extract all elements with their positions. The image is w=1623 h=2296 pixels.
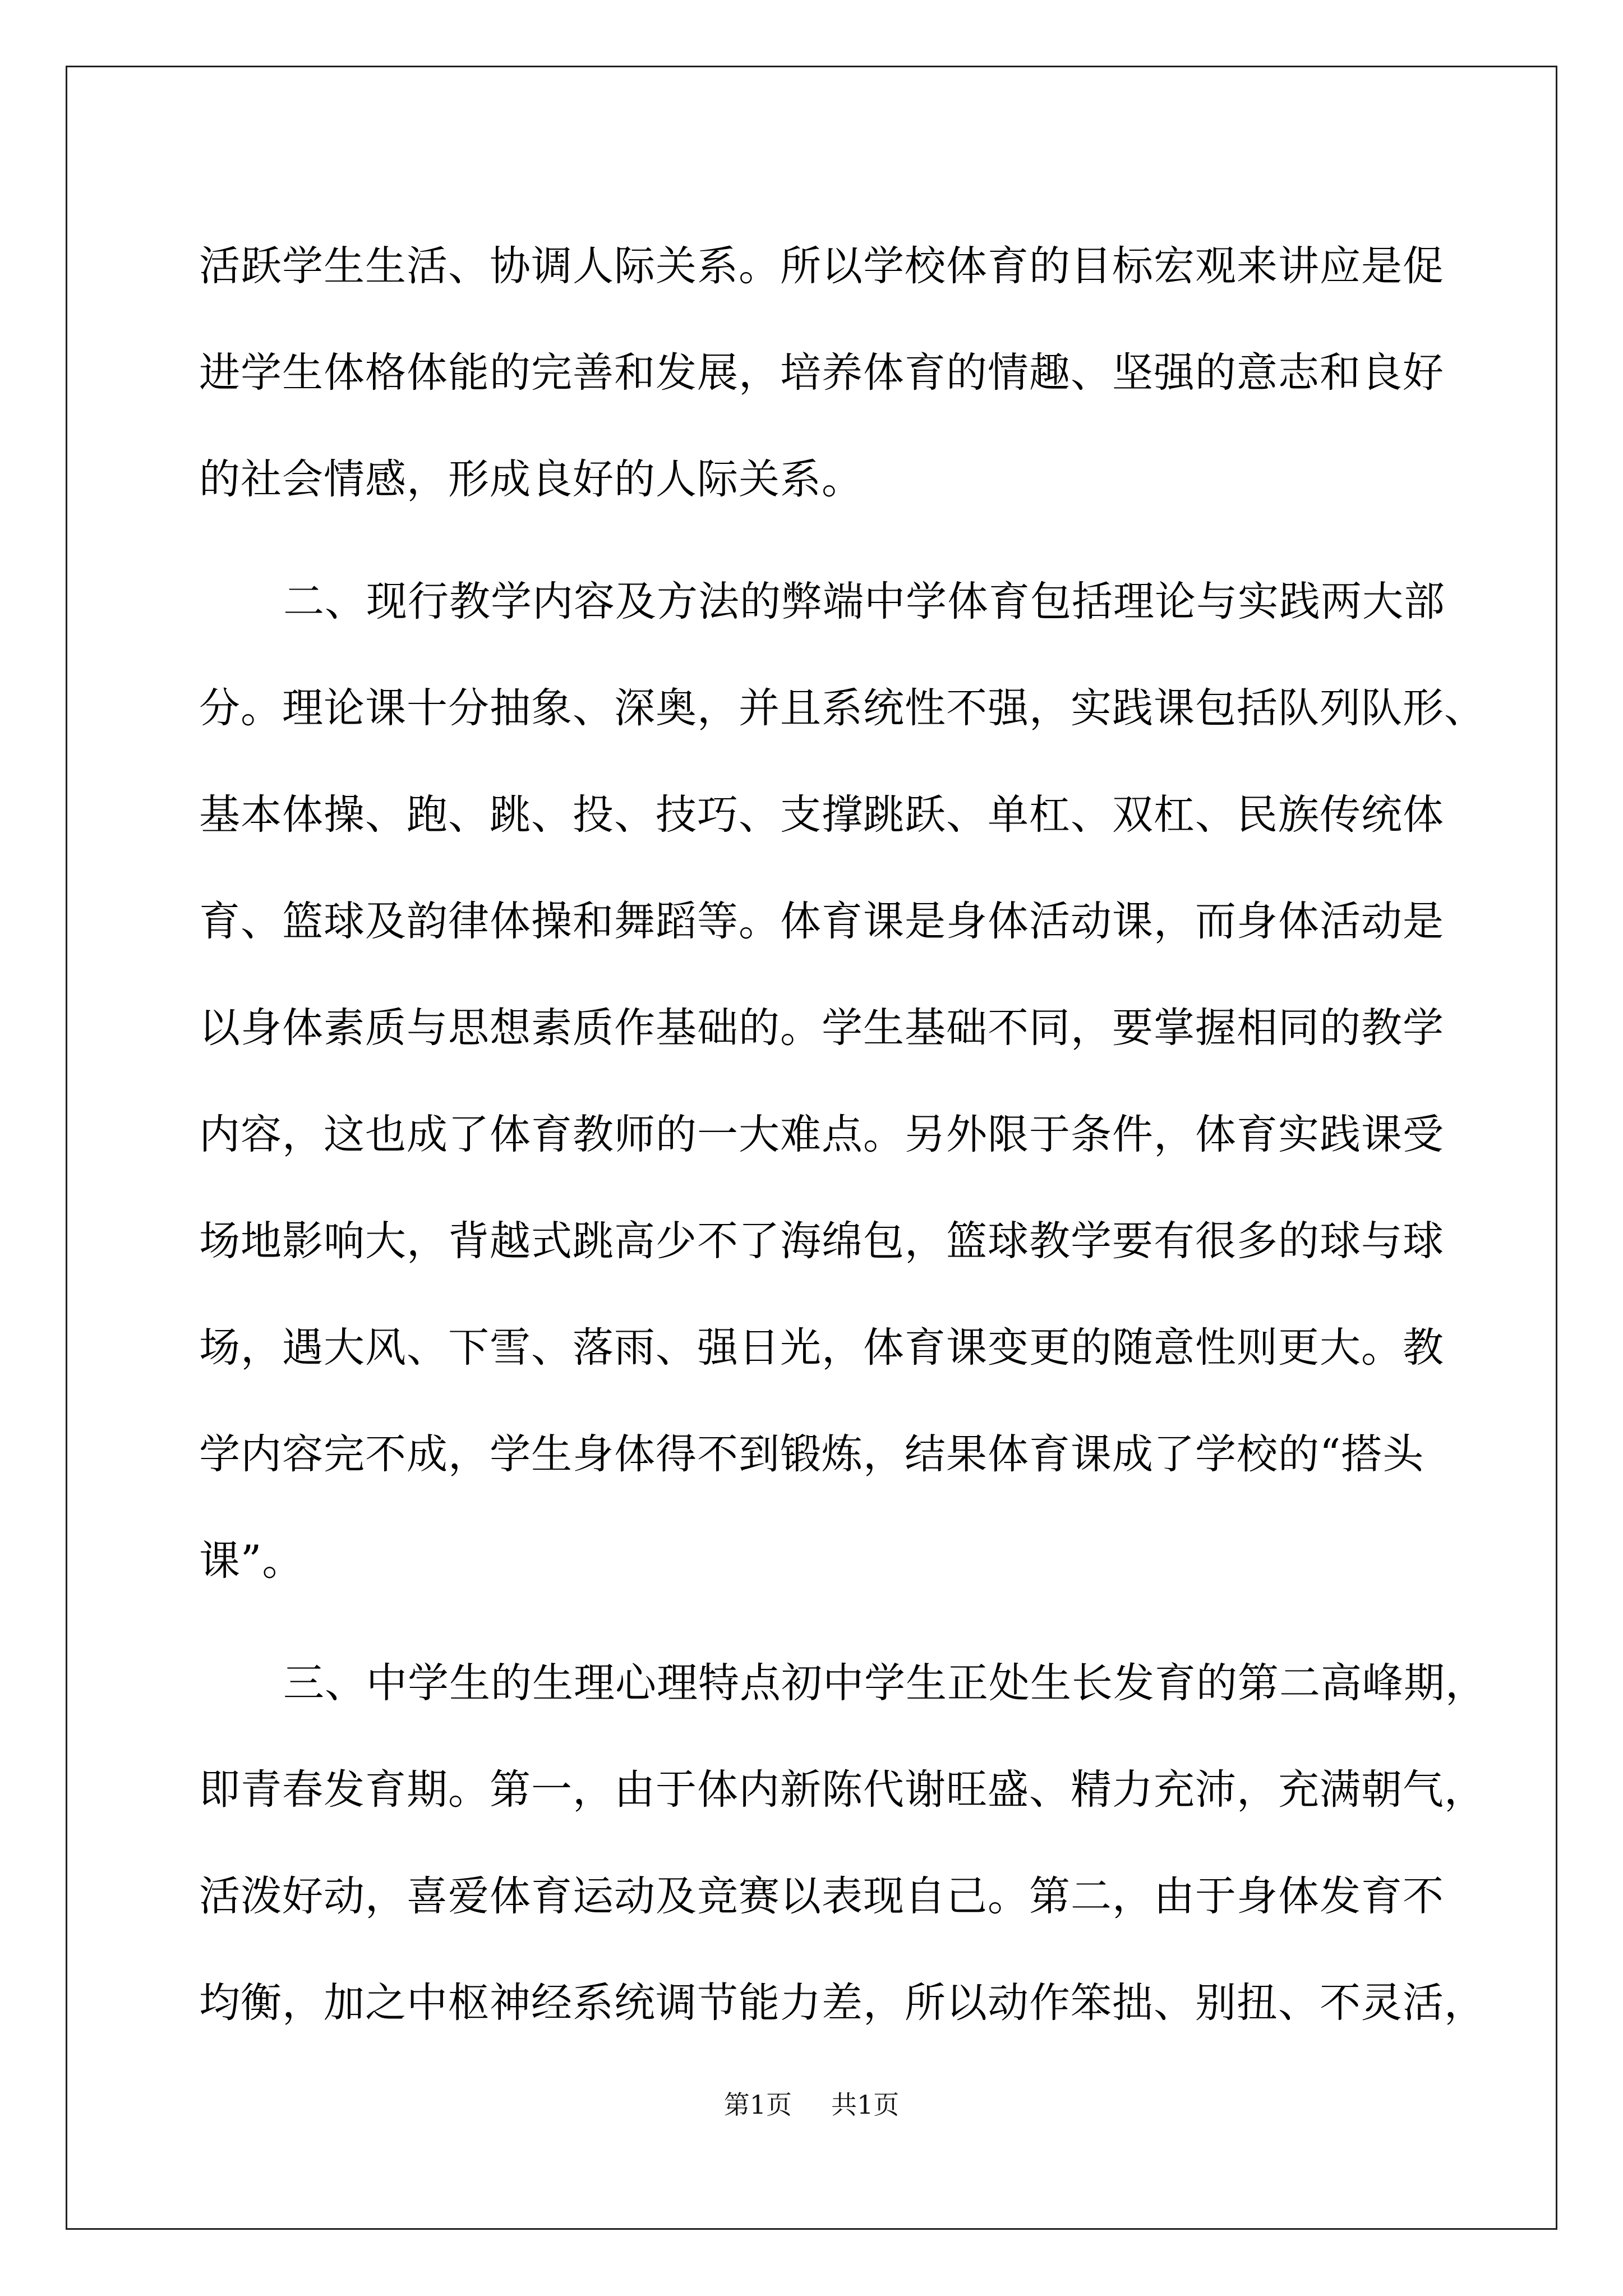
paragraph-2 bbox=[199, 549, 1486, 1614]
paragraph-1 bbox=[199, 213, 1444, 533]
text-line: 内容，这也成了体育教师的一大难点。另外限于条件，体育实践课受 bbox=[199, 1111, 1444, 1158]
text-line: 即青春发育期。第一，由于体内新陈代谢旺盛、精力充沛，充满朝气， bbox=[199, 1766, 1486, 1814]
text-line: 以身体素质与思想素质作基础的。学生基础不同，要掌握相同的教学 bbox=[199, 1004, 1444, 1052]
text-line: 进学生体格体能的完善和发展，培养体育的情趣、坚强的意志和良好 bbox=[199, 349, 1444, 397]
text-line: 二、现行教学内容及方法的弊端中学体育包括理论与实践两大部 bbox=[283, 578, 1445, 625]
text-line: 学内容完不成，学生身体得不到锻炼，结果体育课成了学校的“搭头 bbox=[199, 1430, 1424, 1478]
text-line: 基本体操、跑、跳、投、技巧、支撑跳跃、单杠、双杠、民族传统体 bbox=[199, 791, 1444, 839]
page-footer bbox=[0, 2088, 1623, 2122]
document-body bbox=[199, 213, 1487, 2056]
text-line: 三、中学生的生理心理特点初中学生正处生长发育的第二高峰期， bbox=[283, 1659, 1487, 1707]
text-line: 课”。 bbox=[199, 1537, 304, 1585]
text-line: 的社会情感，形成良好的人际关系。 bbox=[199, 455, 863, 503]
text-line: 场，遇大风、下雪、落雨、强日光，体育课变更的随意性则更大。教 bbox=[199, 1324, 1444, 1372]
text-line: 活泼好动，喜爱体育运动及竞赛以表现自己。第二，由于身体发育不 bbox=[199, 1872, 1444, 1920]
text-line: 活跃学生生活、协调人际关系。所以学校体育的目标宏观来讲应是促 bbox=[199, 242, 1444, 290]
page-number-total: 共1页 bbox=[831, 2090, 900, 2120]
text-line: 育、篮球及韵律体操和舞蹈等。体育课是身体活动课，而身体活动是 bbox=[199, 898, 1444, 945]
text-line: 场地影响大，背越式跳高少不了海绵包，篮球教学要有很多的球与球 bbox=[199, 1217, 1444, 1265]
text-line: 分。理论课十分抽象、深奥，并且系统性不强，实践课包括队列队形、 bbox=[199, 684, 1486, 732]
text-line: 均衡，加之中枢神经系统调节能力差，所以动作笨拙、别扭、不灵活， bbox=[199, 1979, 1486, 2027]
page-number-current: 第1页 bbox=[723, 2090, 792, 2120]
paragraph-3 bbox=[199, 1630, 1487, 2056]
